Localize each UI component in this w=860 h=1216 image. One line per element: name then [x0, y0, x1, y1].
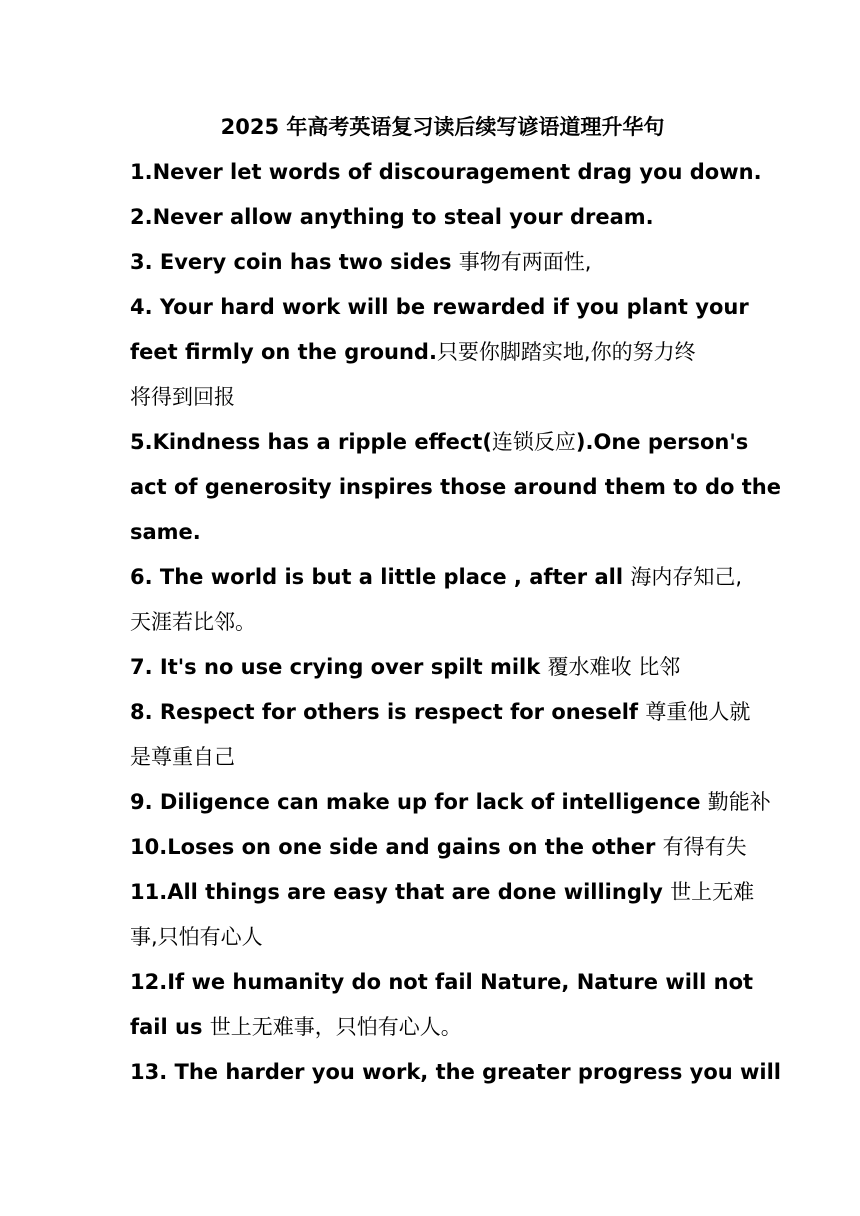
line-chinese: 有得有失 [662, 835, 747, 859]
text-line [130, 285, 749, 330]
line-chinese: 将得到回报 [130, 385, 235, 409]
line-english: 7. It's no use crying over spilt milk [130, 655, 548, 679]
line-english: act of generosity inspires those around them to do the [130, 475, 781, 499]
line-english: 4. Your hard work will be rewarded if you plant your [130, 295, 749, 319]
text-line [130, 465, 781, 510]
text-line [130, 690, 751, 735]
text-line [130, 420, 749, 465]
line-english: feet firmly on the ground. [130, 340, 437, 364]
document-content [130, 105, 781, 1095]
text-line [130, 555, 743, 600]
line-chinese: 覆水难收 比邻 [547, 655, 681, 679]
line-english: 13. The harder you work, the greater progress you will [130, 1060, 781, 1084]
line-chinese: 勤能补 [707, 790, 771, 814]
line-english: 9. Diligence can make up for lack of intelligence [130, 790, 708, 814]
text-line [130, 960, 754, 1005]
text-line [130, 1050, 781, 1095]
line-chinese: 世上无难事，只怕有心人。 [209, 1015, 462, 1039]
text-line [130, 150, 762, 195]
line-chinese: 是尊重自己 [130, 745, 235, 769]
line-english: 12.If we humanity do not fail Nature, Nature will not [130, 970, 754, 994]
line-english: 5.Kindness has a ripple effect( [130, 430, 492, 454]
document-title: 2025 年高考英语复习读后续写谚语道理升华句 [220, 115, 665, 139]
line-english: same. [130, 520, 201, 544]
line-english-continued: ).One person's [575, 430, 749, 454]
text-line [130, 240, 735, 285]
text-line [130, 375, 735, 420]
text-line [130, 645, 735, 690]
text-line [130, 510, 735, 555]
text-line [130, 915, 735, 960]
line-chinese: 天涯若比邻。 [130, 610, 256, 634]
text-line [130, 870, 755, 915]
line-chinese: 事物有两面性, [458, 250, 592, 274]
line-chinese: 海内存知己, [630, 565, 743, 589]
line-english: 1.Never let words of discouragement drag you down. [130, 160, 762, 184]
line-chinese: 事,只怕有心人 [130, 925, 263, 949]
line-chinese: 尊重他人就 [645, 700, 751, 724]
text-line [130, 330, 735, 375]
text-line [130, 780, 771, 825]
text-line [130, 195, 735, 240]
text-line [130, 1005, 735, 1050]
line-chinese: 连锁反应 [491, 430, 576, 454]
line-chinese: 只要你脚踏实地,你的努力终 [436, 340, 696, 364]
text-line [130, 825, 747, 870]
line-english: fail us [130, 1015, 210, 1039]
line-chinese: 世上无难 [670, 880, 755, 904]
text-line [130, 735, 735, 780]
line-english: 11.All things are easy that are done willingly [130, 880, 671, 904]
line-english: 6. The world is but a little place , after all [130, 565, 631, 589]
line-english: 8. Respect for others is respect for oneself [130, 700, 646, 724]
line-english: 3. Every coin has two sides [130, 250, 459, 274]
line-english: 2.Never allow anything to steal your dream. [130, 205, 654, 229]
text-line [130, 600, 735, 645]
line-english: 10.Loses on one side and gains on the other [130, 835, 663, 859]
